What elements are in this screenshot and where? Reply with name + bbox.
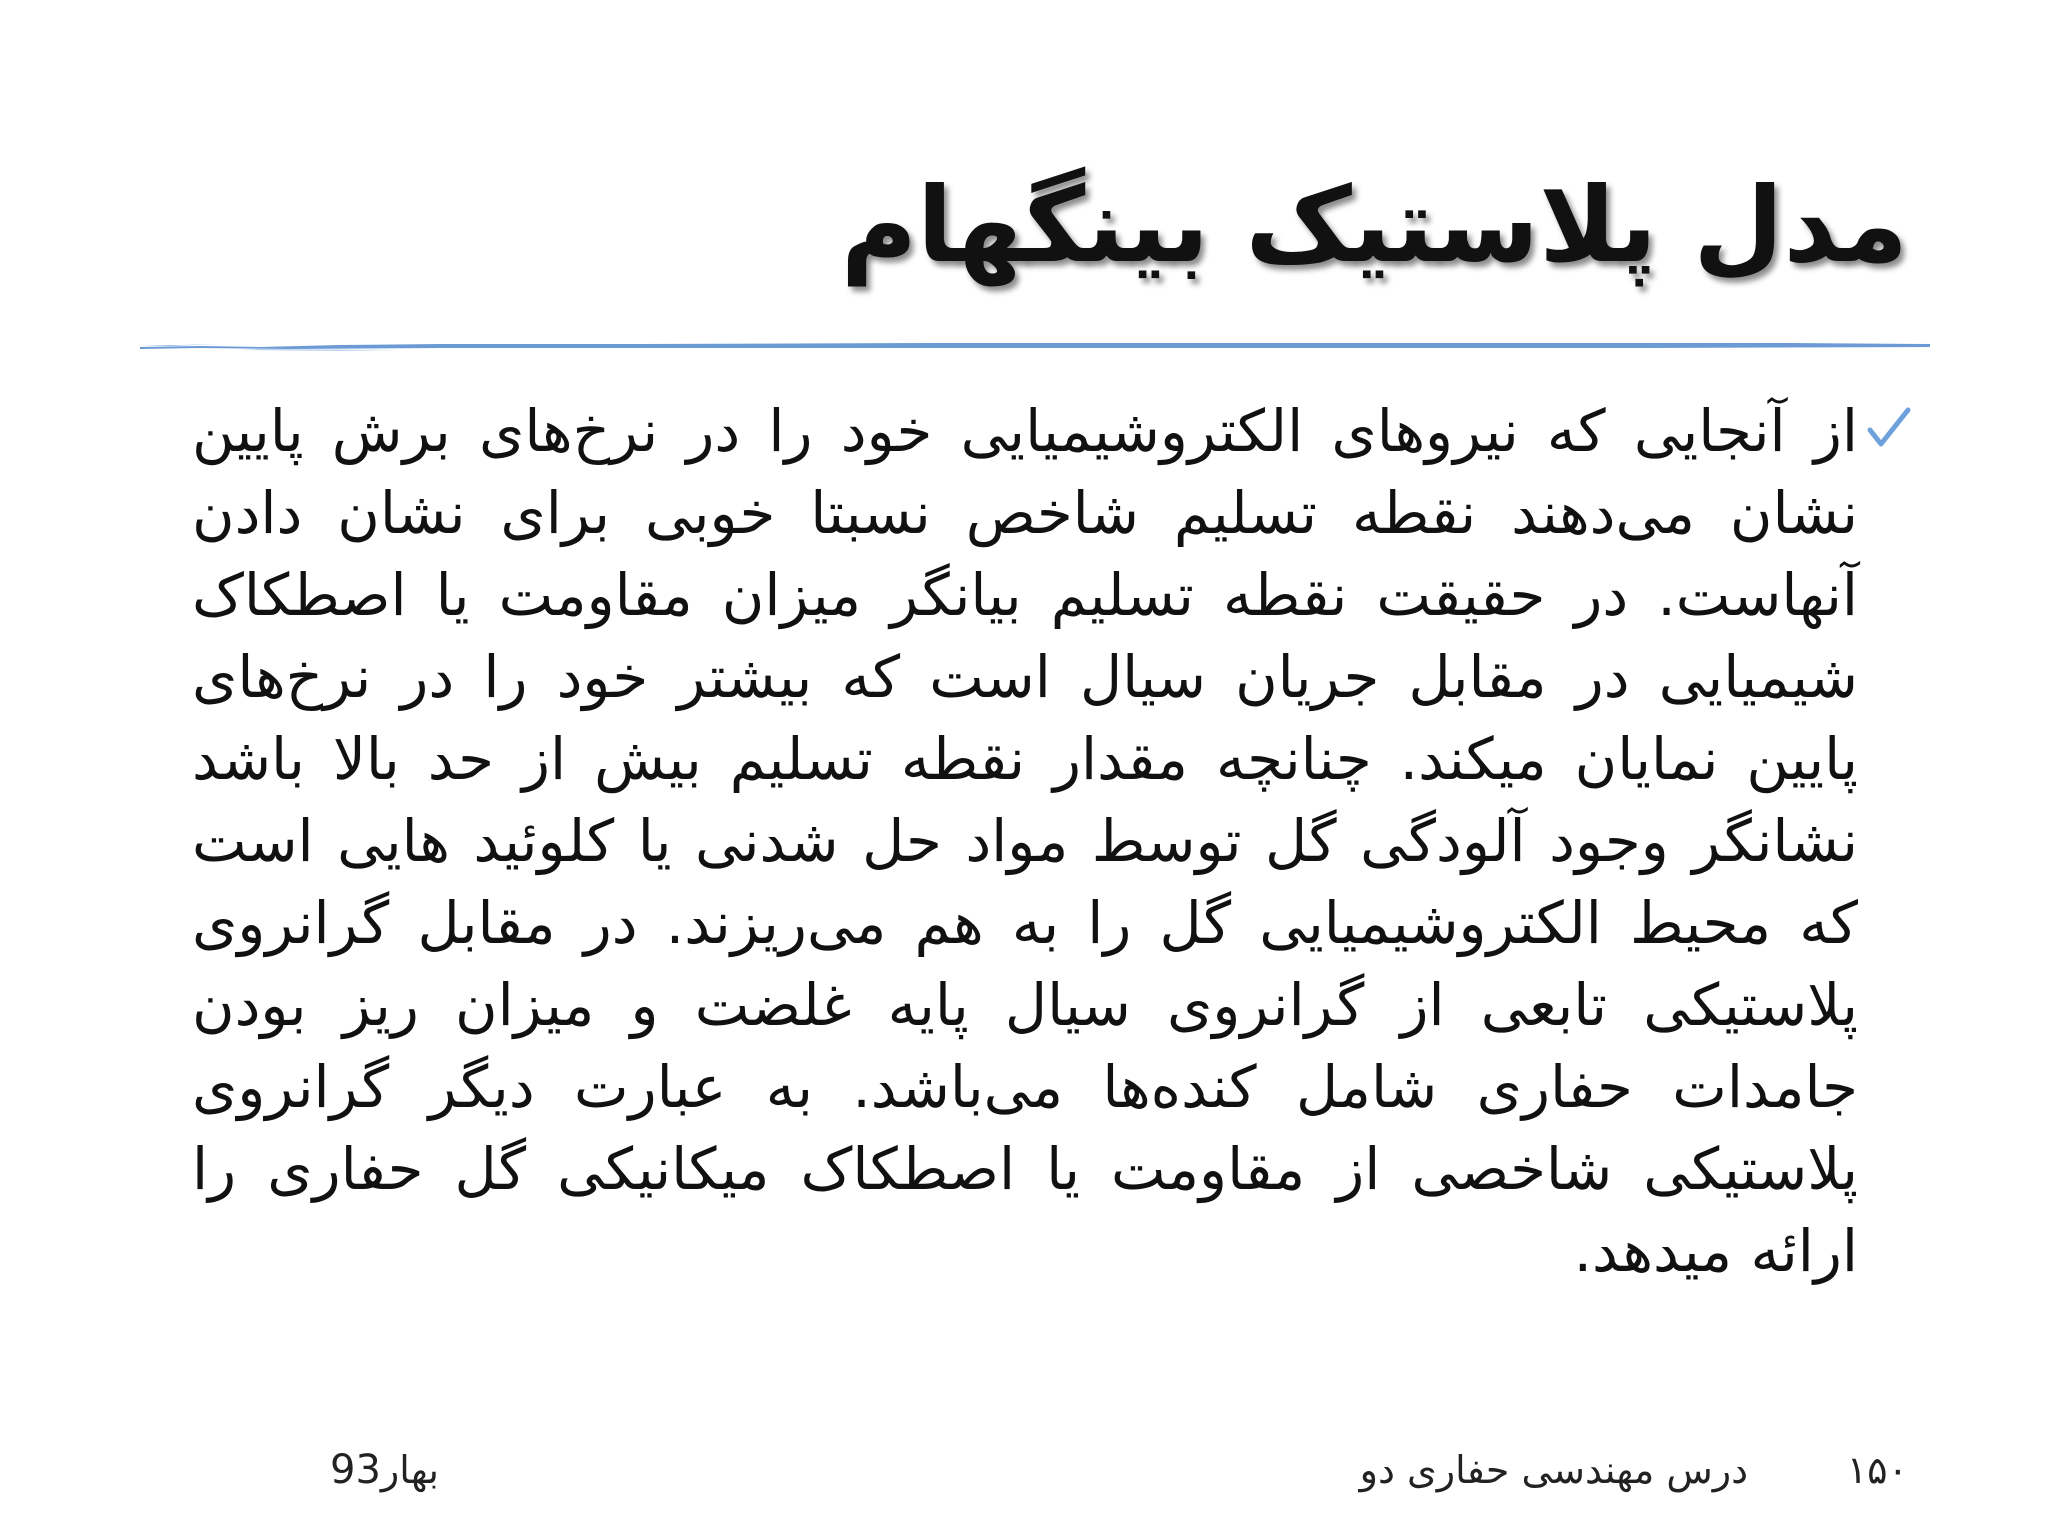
- body-paragraph: از آنجایی که نیروهای الکتروشیمیایی خود را در نرخ‌های برش پایین نشان می‌دهند نقطه تسلیم شاخص نسبتا خوبی برای نشان دادن آنهاست. در حقیقت نقطه تسلیم بیانگر میزان مقاومت یا اصطکاک شیمیایی در مقابل جریان سیال است که بیشتر خود را در نرخ‌های پایین نمایان میکند. چنانچه مقدار نقطه تسلیم بیش از حد بالا باشد نشانگر وجود آلودگی گل توسط مواد حل شدنی یا کلوئید هایی است که محیط الکتروشیمیایی گل را به هم می‌ریزند. در مقابل گرانروی پلاستیکی تابعی از گرانروی سیال پایه غلضت و میزان ریز بودن جامدات حفاری شامل کنده‌ها می‌باشد. به عبارت دیگر گرانروی پلاستیکی شاخصی از مقاومت یا اصطکاک میکانیکی گل حفاری را ارائه میدهد.: [192, 397, 1858, 1285]
- content-area: [192, 390, 1912, 1292]
- title-divider: [140, 338, 1930, 352]
- footer-course-name: درس مهندسی حفاری دو: [1359, 1448, 1748, 1492]
- footer-term: [330, 1440, 530, 1500]
- check-icon: [1866, 406, 1912, 456]
- page-number: ۱۵۰: [1846, 1448, 1908, 1492]
- slide-title: مدل پلاستیک بینگهام: [840, 164, 1908, 286]
- footer-term-year: 93: [330, 1447, 381, 1493]
- brush-stroke-divider: [140, 338, 1930, 352]
- bullet-item: [192, 390, 1912, 1292]
- footer-term-word: بهار: [380, 1448, 439, 1492]
